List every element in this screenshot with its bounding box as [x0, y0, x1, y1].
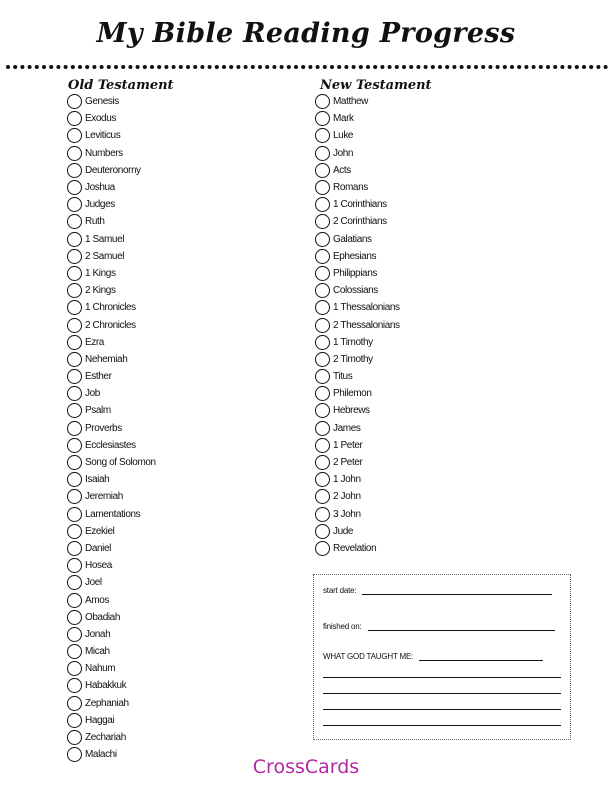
- checkbox-circle-icon[interactable]: [315, 180, 330, 195]
- checkbox-circle-icon[interactable]: [67, 335, 82, 350]
- book-label: Daniel: [85, 542, 111, 554]
- book-label: 2 Kings: [85, 285, 116, 297]
- old_testament-book-item[interactable]: [67, 712, 156, 729]
- old_testament-book-item[interactable]: [67, 591, 156, 608]
- book-label: Mark: [333, 113, 354, 125]
- book-label: Jeremiah: [85, 491, 123, 503]
- new_testament-book-item[interactable]: [315, 351, 400, 368]
- start-date-label: start date:: [323, 586, 357, 595]
- note-line[interactable]: [323, 725, 561, 726]
- book-label: Joshua: [85, 182, 115, 194]
- checkbox-circle-icon[interactable]: [67, 232, 82, 247]
- old_testament-book-item[interactable]: [67, 213, 156, 230]
- old_testament-book-item[interactable]: [67, 471, 156, 488]
- book-label: 3 John: [333, 508, 361, 520]
- book-label: 1 Timothy: [333, 336, 373, 348]
- book-label: Ecclesiastes: [85, 439, 136, 451]
- new_testament-book-item[interactable]: [315, 145, 400, 162]
- new_testament-book-item[interactable]: [315, 179, 400, 196]
- new_testament-book-item[interactable]: [315, 248, 400, 265]
- book-label: 1 Peter: [333, 439, 363, 451]
- checkbox-circle-icon[interactable]: [67, 94, 82, 109]
- book-label: Zephaniah: [85, 697, 129, 709]
- crosscards-logo: CrossCards: [252, 756, 360, 778]
- book-label: Song of Solomon: [85, 457, 156, 469]
- book-label: Numbers: [85, 147, 123, 159]
- new_testament-book-item[interactable]: [315, 368, 400, 385]
- old_testament-book-item[interactable]: [67, 557, 156, 574]
- checkbox-circle-icon[interactable]: [67, 111, 82, 126]
- book-label: Proverbs: [85, 422, 122, 434]
- checkbox-circle-icon[interactable]: [67, 352, 82, 367]
- book-label: Psalm: [85, 405, 111, 417]
- old_testament-book-item[interactable]: [67, 454, 156, 471]
- book-label: 1 Chronicles: [85, 302, 136, 314]
- checkbox-circle-icon[interactable]: [67, 610, 82, 625]
- book-label: 2 Peter: [333, 457, 363, 469]
- book-label: Zechariah: [85, 732, 126, 744]
- book-label: Leviticus: [85, 130, 121, 142]
- finished-on-label: finished on:: [323, 622, 362, 631]
- checkbox-circle-icon[interactable]: [67, 524, 82, 539]
- old_testament-book-item[interactable]: [67, 437, 156, 454]
- old_testament-book-item[interactable]: [67, 626, 156, 643]
- book-label: Joel: [85, 577, 102, 589]
- book-label: John: [333, 147, 354, 159]
- old_testament-book-item[interactable]: [67, 248, 156, 265]
- note-line[interactable]: [323, 709, 561, 710]
- old_testament-book-item[interactable]: [67, 402, 156, 419]
- book-label: Malachi: [85, 749, 117, 761]
- checkbox-circle-icon[interactable]: [315, 541, 330, 556]
- checkbox-circle-icon[interactable]: [315, 489, 330, 504]
- checkbox-circle-icon[interactable]: [67, 197, 82, 212]
- book-label: Job: [85, 388, 100, 400]
- book-label: 1 Thessalonians: [333, 302, 400, 314]
- checkbox-circle-icon[interactable]: [315, 111, 330, 126]
- checkbox-circle-icon[interactable]: [315, 318, 330, 333]
- new_testament-book-item[interactable]: [315, 299, 400, 316]
- checkbox-circle-icon[interactable]: [315, 197, 330, 212]
- checkbox-circle-icon[interactable]: [315, 421, 330, 436]
- new_testament-book-item[interactable]: [315, 93, 400, 110]
- checkbox-circle-icon[interactable]: [315, 94, 330, 109]
- new_testament-book-item[interactable]: [315, 231, 400, 248]
- checkbox-circle-icon[interactable]: [315, 386, 330, 401]
- book-label: Matthew: [333, 96, 368, 108]
- book-label: Colossians: [333, 285, 378, 297]
- page-title: My Bible Reading Progress: [96, 18, 516, 49]
- old_testament-book-item[interactable]: [67, 265, 156, 282]
- book-label: Isaiah: [85, 474, 110, 486]
- checkbox-circle-icon[interactable]: [67, 593, 82, 608]
- book-label: 2 Timothy: [333, 353, 373, 365]
- new_testament-book-item[interactable]: [315, 454, 400, 471]
- checkbox-circle-icon[interactable]: [67, 558, 82, 573]
- new_testament-book-item[interactable]: [315, 110, 400, 127]
- dotted-divider: [6, 64, 608, 70]
- checkbox-circle-icon[interactable]: [67, 661, 82, 676]
- checkbox-circle-icon[interactable]: [67, 421, 82, 436]
- book-label: Ephesians: [333, 250, 377, 262]
- checkbox-circle-icon[interactable]: [67, 438, 82, 453]
- book-label: 2 Thessalonians: [333, 319, 400, 331]
- checkbox-circle-icon[interactable]: [67, 386, 82, 401]
- book-label: Hebrews: [333, 405, 370, 417]
- old_testament-book-item[interactable]: [67, 127, 156, 144]
- checkbox-circle-icon[interactable]: [67, 318, 82, 333]
- checkbox-circle-icon[interactable]: [67, 644, 82, 659]
- book-label: 2 Samuel: [85, 250, 125, 262]
- book-label: Luke: [333, 130, 354, 142]
- old_testament-book-item[interactable]: [67, 660, 156, 677]
- checkbox-circle-icon[interactable]: [315, 369, 330, 384]
- book-label: Ezekiel: [85, 525, 115, 537]
- book-label: Titus: [333, 371, 353, 383]
- book-label: Philippians: [333, 267, 377, 279]
- old_testament-book-item[interactable]: [67, 643, 156, 660]
- book-label: Revelation: [333, 542, 377, 554]
- checkbox-circle-icon[interactable]: [67, 403, 82, 418]
- book-label: Jonah: [85, 628, 111, 640]
- checkbox-circle-icon[interactable]: [315, 249, 330, 264]
- book-label: Philemon: [333, 388, 372, 400]
- new_testament-book-item[interactable]: [315, 402, 400, 419]
- book-label: Acts: [333, 164, 351, 176]
- book-label: Genesis: [85, 96, 119, 108]
- finished-on-line[interactable]: [368, 629, 555, 631]
- checkbox-circle-icon[interactable]: [315, 403, 330, 418]
- checkbox-circle-icon[interactable]: [315, 163, 330, 178]
- book-label: Nehemiah: [85, 353, 128, 365]
- old_testament-book-item[interactable]: [67, 695, 156, 712]
- old_testament-book-item[interactable]: [67, 179, 156, 196]
- book-label: Ezra: [85, 336, 104, 348]
- new_testament-book-item[interactable]: [315, 316, 400, 333]
- new_testament-book-item[interactable]: [315, 540, 400, 557]
- old_testament-book-item[interactable]: [67, 368, 156, 385]
- old_testament-book-item[interactable]: [67, 488, 156, 505]
- checkbox-circle-icon[interactable]: [315, 146, 330, 161]
- checkbox-circle-icon[interactable]: [315, 214, 330, 229]
- new_testament-book-item[interactable]: [315, 488, 400, 505]
- checkbox-circle-icon[interactable]: [315, 266, 330, 281]
- book-label: Micah: [85, 646, 110, 658]
- book-label: Judges: [85, 199, 115, 211]
- new-testament-list: [315, 93, 400, 557]
- old_testament-book-item[interactable]: [67, 729, 156, 746]
- note-line[interactable]: [323, 693, 561, 694]
- book-label: James: [333, 422, 361, 434]
- new_testament-book-item[interactable]: [315, 385, 400, 402]
- new_testament-book-item[interactable]: [315, 213, 400, 230]
- book-label: Jude: [333, 525, 354, 537]
- old_testament-book-item[interactable]: [67, 110, 156, 127]
- checkbox-circle-icon[interactable]: [67, 146, 82, 161]
- old_testament-book-item[interactable]: [67, 574, 156, 591]
- checkbox-circle-icon[interactable]: [67, 128, 82, 143]
- checkbox-circle-icon[interactable]: [67, 472, 82, 487]
- book-label: Habakkuk: [85, 680, 127, 692]
- new_testament-book-item[interactable]: [315, 420, 400, 437]
- checkbox-circle-icon[interactable]: [315, 128, 330, 143]
- book-label: 1 Samuel: [85, 233, 125, 245]
- new_testament-book-item[interactable]: [315, 265, 400, 282]
- checkbox-circle-icon[interactable]: [67, 489, 82, 504]
- old_testament-book-item[interactable]: [67, 385, 156, 402]
- old_testament-book-item[interactable]: [67, 420, 156, 437]
- note-line[interactable]: [323, 677, 561, 678]
- checkbox-circle-icon[interactable]: [67, 283, 82, 298]
- checkbox-circle-icon[interactable]: [67, 730, 82, 745]
- old_testament-book-item[interactable]: [67, 145, 156, 162]
- old_testament-book-item[interactable]: [67, 540, 156, 557]
- checkbox-circle-icon[interactable]: [315, 524, 330, 539]
- new_testament-book-item[interactable]: [315, 162, 400, 179]
- book-label: 1 Corinthians: [333, 199, 387, 211]
- old_testament-book-item[interactable]: [67, 231, 156, 248]
- checkbox-circle-icon[interactable]: [67, 266, 82, 281]
- checkbox-circle-icon[interactable]: [315, 300, 330, 315]
- checkbox-circle-icon[interactable]: [315, 283, 330, 298]
- book-label: Haggai: [85, 714, 115, 726]
- old_testament-book-item[interactable]: [67, 334, 156, 351]
- book-label: 1 John: [333, 474, 361, 486]
- old_testament-book-item[interactable]: [67, 93, 156, 110]
- book-label: Galatians: [333, 233, 372, 245]
- checkbox-circle-icon[interactable]: [67, 678, 82, 693]
- taught-me-field[interactable]: [323, 652, 543, 661]
- checkbox-circle-icon[interactable]: [67, 249, 82, 264]
- old_testament-book-item[interactable]: [67, 282, 156, 299]
- old_testament-book-item[interactable]: [67, 162, 156, 179]
- old-testament-heading: Old Testament: [68, 78, 174, 93]
- checkbox-circle-icon[interactable]: [67, 300, 82, 315]
- checkbox-circle-icon[interactable]: [67, 627, 82, 642]
- checkbox-circle-icon[interactable]: [67, 575, 82, 590]
- checkbox-circle-icon[interactable]: [315, 352, 330, 367]
- taught-me-label: WHAT GOD TAUGHT ME:: [323, 652, 414, 661]
- old_testament-book-item[interactable]: [67, 299, 156, 316]
- book-label: Obadiah: [85, 611, 121, 623]
- checkbox-circle-icon[interactable]: [315, 507, 330, 522]
- book-label: Nahum: [85, 663, 116, 675]
- book-label: Lamentations: [85, 508, 141, 520]
- checkbox-circle-icon[interactable]: [67, 713, 82, 728]
- book-label: Hosea: [85, 560, 112, 572]
- book-label: 2 Chronicles: [85, 319, 136, 331]
- checkbox-circle-icon[interactable]: [315, 335, 330, 350]
- new_testament-book-item[interactable]: [315, 282, 400, 299]
- checkbox-circle-icon[interactable]: [315, 472, 330, 487]
- old_testament-book-item[interactable]: [67, 523, 156, 540]
- checkbox-circle-icon[interactable]: [67, 541, 82, 556]
- checkbox-circle-icon[interactable]: [67, 180, 82, 195]
- new_testament-book-item[interactable]: [315, 127, 400, 144]
- checkbox-circle-icon[interactable]: [315, 455, 330, 470]
- checkbox-circle-icon[interactable]: [315, 232, 330, 247]
- old_testament-book-item[interactable]: [67, 316, 156, 333]
- old_testament-book-item[interactable]: [67, 506, 156, 523]
- checkbox-circle-icon[interactable]: [315, 438, 330, 453]
- new_testament-book-item[interactable]: [315, 196, 400, 213]
- old_testament-book-item[interactable]: [67, 609, 156, 626]
- old-testament-list: [67, 93, 156, 763]
- book-label: 2 John: [333, 491, 361, 503]
- book-label: 1 Kings: [85, 267, 116, 279]
- checkbox-circle-icon[interactable]: [67, 455, 82, 470]
- new-testament-heading: New Testament: [320, 78, 432, 93]
- checkbox-circle-icon[interactable]: [67, 507, 82, 522]
- new_testament-book-item[interactable]: [315, 437, 400, 454]
- book-label: Deuteronomy: [85, 164, 141, 176]
- book-label: Amos: [85, 594, 109, 606]
- old_testament-book-item[interactable]: [67, 351, 156, 368]
- checkbox-circle-icon[interactable]: [67, 369, 82, 384]
- start-date-field[interactable]: [323, 586, 552, 595]
- book-label: Ruth: [85, 216, 105, 228]
- book-label: 2 Corinthians: [333, 216, 387, 228]
- book-label: Exodus: [85, 113, 116, 125]
- new_testament-book-item[interactable]: [315, 334, 400, 351]
- checkbox-circle-icon[interactable]: [67, 696, 82, 711]
- book-label: Esther: [85, 371, 112, 383]
- new_testament-book-item[interactable]: [315, 506, 400, 523]
- checkbox-circle-icon[interactable]: [67, 163, 82, 178]
- book-label: Romans: [333, 182, 368, 194]
- new_testament-book-item[interactable]: [315, 523, 400, 540]
- finished-on-field[interactable]: [323, 622, 555, 631]
- checkbox-circle-icon[interactable]: [67, 214, 82, 229]
- old_testament-book-item[interactable]: [67, 677, 156, 694]
- start-date-line[interactable]: [362, 593, 552, 595]
- old_testament-book-item[interactable]: [67, 196, 156, 213]
- new_testament-book-item[interactable]: [315, 471, 400, 488]
- notes-box: [313, 574, 571, 740]
- taught-me-line[interactable]: [419, 659, 543, 661]
